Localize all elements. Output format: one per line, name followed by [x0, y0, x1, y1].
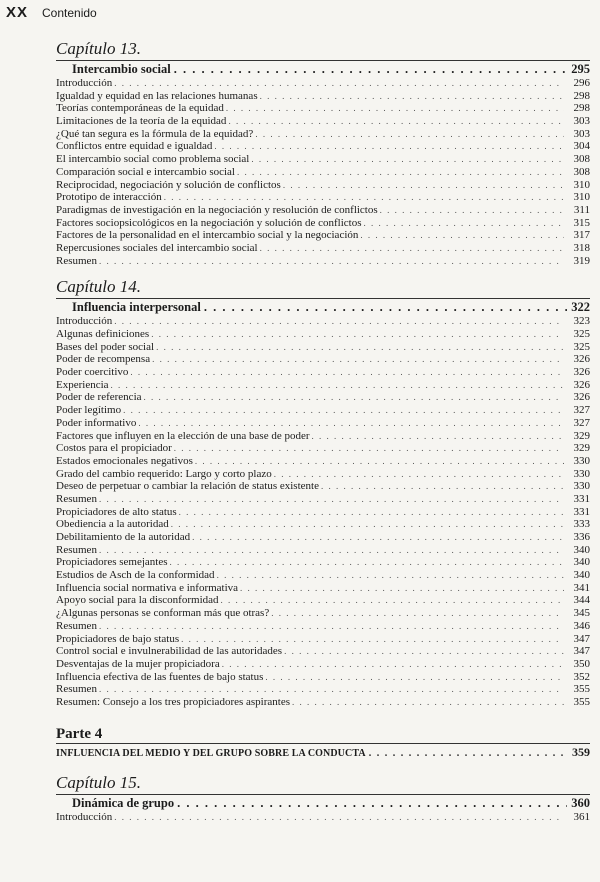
toc-entry-page: 355 [573, 695, 590, 708]
toc-entry-title: Poder legítimo [56, 404, 122, 417]
toc-entry[interactable] [56, 531, 590, 544]
toc-entry-page: 327 [573, 416, 590, 429]
toc-entry[interactable] [56, 556, 590, 569]
dot-leader [99, 493, 564, 506]
toc-entry[interactable] [56, 379, 590, 392]
dot-leader [144, 391, 564, 404]
running-header [6, 4, 97, 26]
dot-leader [99, 683, 564, 696]
toc-entry-title: Poder coercitivo [56, 366, 129, 379]
toc-entry-title: Bases del poder social [56, 340, 155, 353]
dot-leader [195, 455, 564, 468]
dot-leader [222, 658, 564, 671]
divider [56, 60, 590, 61]
chapter-main-page: 295 [571, 62, 590, 76]
toc-entry[interactable] [56, 366, 590, 379]
toc-entry-page: 336 [573, 531, 590, 543]
toc-entry[interactable] [56, 430, 590, 443]
toc-entry[interactable] [56, 811, 590, 824]
dot-leader [214, 140, 564, 153]
dot-leader [240, 582, 564, 595]
toc-entry-title: Teorías contemporáneas de la equidad [56, 102, 224, 115]
toc-entry-title: Experiencia [56, 378, 109, 391]
dot-leader [255, 128, 564, 141]
toc-entry[interactable] [56, 341, 590, 354]
toc-entry-title: Introducción [56, 77, 113, 89]
toc-entry[interactable] [56, 353, 590, 366]
part-main-entry[interactable] [56, 745, 590, 760]
dot-leader [360, 229, 564, 242]
toc-entry-page: 318 [573, 241, 590, 254]
toc-entry-title: Prototipo de interacción [56, 191, 162, 204]
dot-leader [251, 153, 564, 166]
dot-leader [228, 115, 564, 128]
dot-leader [217, 569, 564, 582]
toc-entry-title: Costos para el propiciador [56, 442, 172, 455]
toc-entry[interactable] [56, 645, 590, 658]
dot-leader [174, 62, 568, 77]
dot-leader [156, 341, 564, 354]
chapter-main-entry[interactable] [56, 796, 590, 811]
toc-entry-page: 350 [573, 657, 590, 670]
toc-entry-page: 331 [573, 505, 590, 518]
toc-entry[interactable] [56, 153, 590, 166]
toc-entry-page: 325 [573, 328, 590, 340]
toc-entry-page: 361 [573, 810, 590, 823]
toc-entry-page: 347 [573, 632, 590, 645]
toc-entry-title: Resumen [56, 254, 97, 267]
toc-entry[interactable] [56, 102, 590, 115]
dot-leader [114, 77, 564, 90]
toc-entry-title: Algunas definiciones [56, 328, 150, 340]
toc-entry-title: El intercambio social como problema social [56, 153, 250, 166]
toc-entry[interactable] [56, 404, 590, 417]
part-heading: Parte 4 [56, 725, 103, 742]
toc-entry-title: Desventajas de la mujer propiciadora [56, 657, 220, 670]
dot-leader [111, 379, 564, 392]
chapter-main-title: Dinámica de grupo [72, 795, 175, 810]
toc-entry[interactable] [56, 455, 590, 468]
chapter-main-title: Influencia interpersonal [72, 300, 201, 315]
toc-entry-page: 326 [573, 366, 590, 379]
toc-entry[interactable] [56, 480, 590, 493]
toc-entry[interactable] [56, 166, 590, 179]
toc-entry-title: Control social e invulnerabilidad de las autoridades [56, 645, 283, 658]
toc-entry-title: Propiciadores de bajo status [56, 632, 180, 645]
dot-leader [274, 468, 564, 481]
toc-entry-title: Resumen: Consejo a los tres propiciadores aspirantes [56, 695, 291, 708]
table-of-contents [56, 38, 590, 823]
toc-entry[interactable] [56, 77, 590, 90]
dot-leader [292, 696, 564, 709]
chapter-main-entry[interactable] [56, 300, 590, 315]
chapter-13 [56, 38, 590, 267]
dot-leader [260, 242, 564, 255]
toc-entry-page: 355 [573, 683, 590, 696]
toc-entry[interactable] [56, 518, 590, 531]
toc-entry-title: Reciprocidad, negociación y solución de conflictos [56, 178, 281, 191]
toc-entry[interactable] [56, 204, 590, 217]
toc-entry[interactable] [56, 506, 590, 519]
toc-entry-page: 346 [573, 619, 590, 632]
dot-leader [138, 417, 564, 430]
toc-entry[interactable] [56, 658, 590, 671]
toc-entry-page: 344 [573, 594, 590, 607]
toc-entry-page: 308 [573, 165, 590, 178]
dot-leader [271, 607, 564, 620]
running-title: Contenido [42, 6, 97, 20]
toc-entry[interactable] [56, 255, 590, 268]
toc-entry[interactable] [56, 391, 590, 404]
chapter-heading: Capítulo 13. [56, 39, 142, 58]
toc-entry[interactable] [56, 242, 590, 255]
toc-entry[interactable] [56, 683, 590, 696]
toc-entry-page: 326 [573, 378, 590, 391]
dot-leader [221, 594, 564, 607]
chapter-15 [56, 772, 590, 824]
toc-entry-page: 319 [573, 254, 590, 267]
toc-entry-title: Poder de referencia [56, 391, 142, 404]
dot-leader [363, 217, 564, 230]
toc-entry-title: Introducción [56, 315, 113, 328]
chapter-main-page: 360 [571, 795, 590, 810]
dot-leader [181, 633, 564, 646]
toc-entry-page: 325 [573, 340, 590, 353]
toc-entry[interactable] [56, 417, 590, 430]
toc-entry-title: Deseo de perpetuar o cambiar la relación de status existente [56, 480, 319, 493]
toc-entry-title: Repercusiones sociales del intercambio social [56, 241, 258, 254]
toc-entry-title: Factores que influyen en la elección de una base de poder [56, 429, 310, 442]
toc-entry-page: 327 [573, 404, 590, 417]
dot-leader [164, 191, 564, 204]
dot-leader [170, 556, 565, 569]
dot-leader [179, 506, 564, 519]
toc-entry-page: 329 [573, 442, 590, 455]
part-title: INFLUENCIA DEL MEDIO Y DEL GRUPO SOBRE LA CONDUCTA [56, 747, 366, 759]
toc-entry[interactable] [56, 582, 590, 595]
dot-leader [114, 811, 564, 824]
chapter-main-title: Intercambio social [72, 62, 171, 76]
toc-entry-title: Apoyo social para la disconformidad [56, 594, 219, 607]
toc-entry-page: 311 [573, 203, 590, 216]
part-4 [56, 725, 590, 760]
toc-entry[interactable] [56, 468, 590, 481]
toc-entry[interactable] [56, 128, 590, 141]
dot-leader [99, 255, 564, 268]
toc-entry-title: Conflictos entre equidad e igualdad [56, 140, 213, 153]
dot-leader [151, 328, 564, 341]
toc-entry[interactable] [56, 115, 590, 128]
toc-entry-page: 310 [573, 191, 590, 204]
toc-entry[interactable] [56, 633, 590, 646]
toc-entry-page: 308 [573, 153, 590, 166]
toc-entry-title: Factores de la personalidad en el intercambio social y la negociación [56, 229, 359, 242]
chapter-main-entry[interactable] [56, 62, 590, 77]
toc-entry-page: 340 [573, 543, 590, 556]
dot-leader [152, 353, 564, 366]
toc-entry-title: Comparación social e intercambio social [56, 165, 235, 178]
toc-entry-title: Igualdad y equidad en las relaciones humanas [56, 89, 258, 102]
dot-leader [260, 90, 564, 103]
toc-entry[interactable] [56, 671, 590, 684]
entry-list [56, 811, 590, 824]
toc-entry[interactable] [56, 620, 590, 633]
divider [56, 298, 590, 299]
dot-leader [204, 300, 567, 315]
toc-entry-page: 331 [573, 492, 590, 505]
toc-entry-page: 333 [573, 518, 590, 531]
toc-entry-page: 298 [573, 102, 590, 115]
toc-entry-page: 310 [573, 178, 590, 191]
toc-entry-page: 347 [573, 645, 590, 658]
divider [56, 794, 590, 795]
toc-entry-title: Resumen [56, 683, 97, 696]
dot-leader [284, 645, 564, 658]
dot-leader [123, 404, 564, 417]
toc-entry-page: 345 [573, 607, 590, 620]
entry-list [56, 77, 590, 267]
toc-entry[interactable] [56, 607, 590, 620]
toc-entry-page: 304 [573, 140, 590, 153]
toc-entry-title: Debilitamiento de la autoridad [56, 531, 191, 543]
toc-entry-title: Propiciadores de alto status [56, 505, 177, 518]
toc-entry-title: Paradigmas de investigación en la negociación y resolución de conflictos [56, 203, 378, 216]
dot-leader [312, 430, 564, 443]
toc-entry-title: Influencia social normativa e informativa [56, 581, 239, 594]
dot-leader [114, 315, 564, 328]
toc-entry-page: 326 [573, 391, 590, 404]
toc-entry-title: Estudios de Asch de la conformidad [56, 569, 215, 582]
dot-leader [226, 102, 564, 115]
toc-entry-page: 329 [573, 429, 590, 442]
toc-entry-title: Obediencia a la autoridad [56, 518, 169, 531]
toc-entry[interactable] [56, 493, 590, 506]
toc-entry[interactable] [56, 594, 590, 607]
toc-entry[interactable] [56, 229, 590, 242]
dot-leader [99, 620, 564, 633]
toc-entry-title: Influencia efectiva de las fuentes de bajo status [56, 670, 264, 683]
toc-entry[interactable] [56, 696, 590, 709]
toc-entry-title: Introducción [56, 810, 113, 823]
dot-leader [283, 179, 564, 192]
toc-entry-page: 303 [573, 127, 590, 140]
toc-entry-page: 323 [573, 315, 590, 328]
toc-entry-page: 340 [573, 569, 590, 582]
dot-leader [380, 204, 564, 217]
toc-entry-title: Resumen [56, 619, 97, 632]
toc-entry[interactable] [56, 90, 590, 103]
divider [56, 743, 590, 744]
dot-leader [99, 544, 564, 557]
toc-entry-title: Resumen [56, 543, 97, 556]
toc-entry-page: 317 [573, 229, 590, 242]
dot-leader [177, 796, 567, 811]
toc-entry-title: Resumen [56, 492, 97, 505]
toc-entry-page: 352 [573, 670, 590, 683]
toc-entry-page: 330 [573, 480, 590, 493]
part-page: 359 [572, 744, 590, 759]
toc-entry[interactable] [56, 328, 590, 341]
toc-entry-page: 298 [573, 89, 590, 102]
toc-entry[interactable] [56, 191, 590, 204]
toc-entry-page: 296 [573, 77, 590, 89]
toc-entry-page: 341 [573, 581, 590, 594]
chapter-heading: Capítulo 14. [56, 277, 142, 297]
toc-entry-title: Grado del cambio requerido: Largo y corto plazo [56, 467, 272, 480]
dot-leader [130, 366, 564, 379]
toc-entry[interactable] [56, 569, 590, 582]
toc-entry-page: 340 [573, 556, 590, 569]
toc-entry[interactable] [56, 315, 590, 328]
toc-entry-title: Poder informativo [56, 416, 137, 429]
toc-entry[interactable] [56, 140, 590, 153]
toc-entry-title: Poder de recompensa [56, 353, 151, 366]
dot-leader [321, 480, 564, 493]
toc-entry-title: ¿Qué tan segura es la fórmula de la equidad? [56, 127, 254, 140]
dot-leader [237, 166, 564, 179]
toc-entry-page: 326 [573, 353, 590, 366]
toc-entry-title: Propiciadores semejantes [56, 556, 168, 569]
toc-entry-title: Factores sociopsicológicos en la negociación y solución de conflictos [56, 216, 362, 229]
toc-entry[interactable] [56, 544, 590, 557]
toc-entry-title: Estados emocionales negativos [56, 454, 193, 467]
toc-entry-page: 330 [573, 467, 590, 480]
toc-entry[interactable] [56, 442, 590, 455]
page-number: XX [6, 4, 29, 21]
toc-entry[interactable] [56, 217, 590, 230]
dot-leader [192, 531, 564, 544]
entry-list [56, 315, 590, 708]
toc-entry-title: ¿Algunas personas se conforman más que otras? [56, 607, 270, 620]
toc-entry-page: 330 [573, 454, 590, 467]
toc-entry-page: 303 [573, 115, 590, 128]
chapter-main-page: 322 [571, 300, 590, 315]
toc-entry[interactable] [56, 179, 590, 192]
dot-leader [265, 671, 564, 684]
chapter-heading: Capítulo 15. [56, 772, 142, 792]
dot-leader [174, 442, 564, 455]
toc-entry-title: Limitaciones de la teoría de la equidad [56, 115, 227, 128]
dot-leader [171, 518, 564, 531]
dot-leader [369, 746, 568, 761]
chapter-14 [56, 276, 590, 708]
toc-entry-page: 315 [573, 216, 590, 229]
